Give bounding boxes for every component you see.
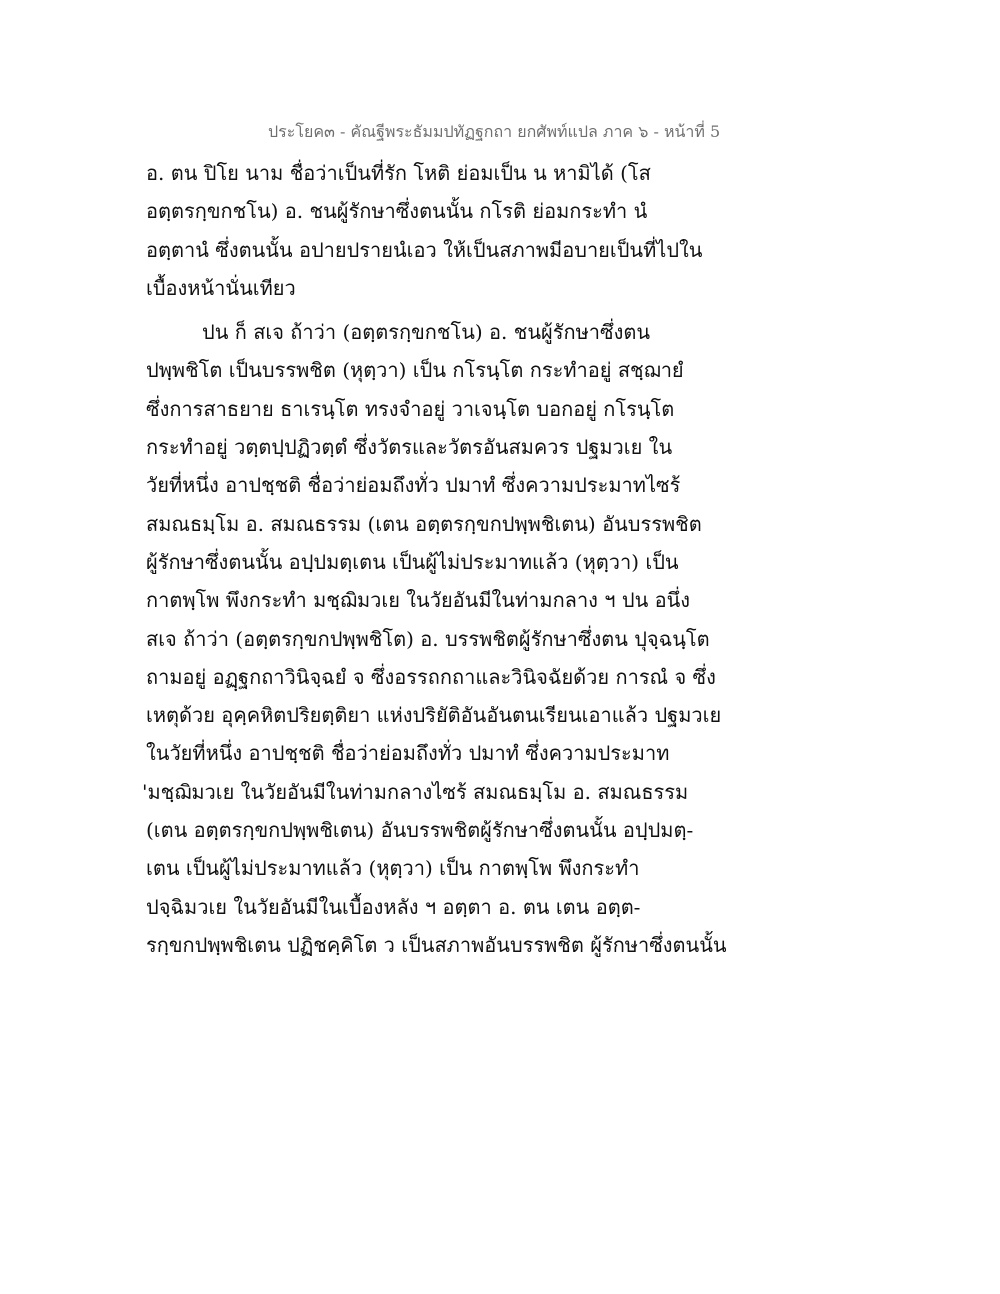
text-line: อตฺตานํ ซึ่งตนนั้น อปายปรายนํเอว ให้เป็นสภาพมีอบายเป็นที่ไปใน (146, 237, 703, 262)
text-line: เตน เป็นผู้ไม่ประมาทแล้ว (หุตฺวา) เป็น กาตพฺโพ พึงกระทำ (146, 856, 640, 881)
text-line: กระทำอยู่ วตฺตปฺปฏิวตฺตํ ซึ่งวัตรและวัตรอันสมควร ปฐมวเย ใน (146, 435, 673, 460)
text-line: ผู้รักษาซึ่งตนนั้น อปฺปมตฺเตน เป็นผู้ไม่ประมาทแล้ว (หุตฺวา) เป็น (146, 549, 679, 574)
text-line: สมณธมฺโม อ. สมณธรรม (เตน อตฺตรกฺขกปพฺพชิเตน) อันบรรพชิต (146, 511, 702, 536)
running-header: ประโยค๓ - คัณฐีพระธัมมปทัฏฐกถา ยกศัพท์แปล ภาค ๖ - หน้าที่ 5 (268, 122, 721, 141)
body-text (142, 154, 727, 964)
text-line: ซึ่งการสาธยาย ธาเรนฺโต ทรงจำอยู่ วาเจนฺโต บอกอยู่ กโรนฺโต (146, 396, 675, 421)
paragraph-first-line: ปน ก็ สเจ ถ้าว่า (อตฺตรกฺขกชโน) อ. ชนผู้รักษาซึ่งตน (202, 320, 650, 345)
text-line: 'มชฺฌิมวเย ในวัยอันมีในท่ามกลางไซร้ สมณธมฺโม อ. สมณธรรม (142, 779, 689, 804)
text-line: ปพฺพชิโต เป็นบรรพชิต (หุตฺวา) เป็น กโรนฺโต กระทำอยู่ สชฺฌายํ (146, 358, 684, 383)
text-line: ในวัยที่หนึ่ง อาปชฺชติ ชื่อว่าย่อมถึงทั่ว ปมาทํ ซึ่งความประมาท (146, 741, 670, 766)
text-line: ปจฺฉิมวเย ในวัยอันมีในเบื้องหลัง ฯ อตฺตา อ. ตน เตน อตฺต- (146, 894, 641, 919)
text-line: เบื้องหน้านั่นเทียว (146, 275, 296, 300)
text-line: กาตพฺโพ พึงกระทำ มชฺฌิมวเย ในวัยอันมีในท่ามกลาง ฯ ปน อนึ่ง (146, 588, 691, 613)
text-line: รกฺขกปพฺพชิเตน ปฏิชคฺคิโต ว เป็นสภาพอันบรรพชิต ผู้รักษาซึ่งตนนั้น (146, 932, 727, 957)
text-line: ถามอยู่ อฏฺฐกถาวินิจฺฉยํ จ ซึ่งอรรถกถาและวินิจฉัยด้วย การณํ จ ซึ่ง (146, 664, 716, 689)
text-line: อ. ตน ปิโย นาม ชื่อว่าเป็นที่รัก โหติ ย่อมเป็น น หามิได้ (โส (146, 161, 651, 185)
text-line: วัยที่หนึ่ง อาปชฺชติ ชื่อว่าย่อมถึงทั่ว ปมาทํ ซึ่งความประมาทไซร้ (146, 473, 681, 498)
text-line: เหตุด้วย อุคฺคหิตปริยตฺติยา แห่งปริยัติอันอันตนเรียนเอาแล้ว ปฐมวเย (146, 703, 722, 728)
text-line: อตฺตรกฺขกชโน) อ. ชนผู้รักษาซึ่งตนนั้น กโรติ ย่อมกระทำ นํ (146, 199, 648, 224)
text-line: (เตน อตฺตรกฺขกปพฺพชิเตน) อันบรรพชิตผู้รักษาซึ่งตนนั้น อปฺปมตฺ- (146, 818, 694, 843)
text-line: สเจ ถ้าว่า (อตฺตรกฺขกปพฺพชิโต) อ. บรรพชิตผู้รักษาซึ่งตน ปุจฺฉนฺโต (146, 626, 710, 651)
